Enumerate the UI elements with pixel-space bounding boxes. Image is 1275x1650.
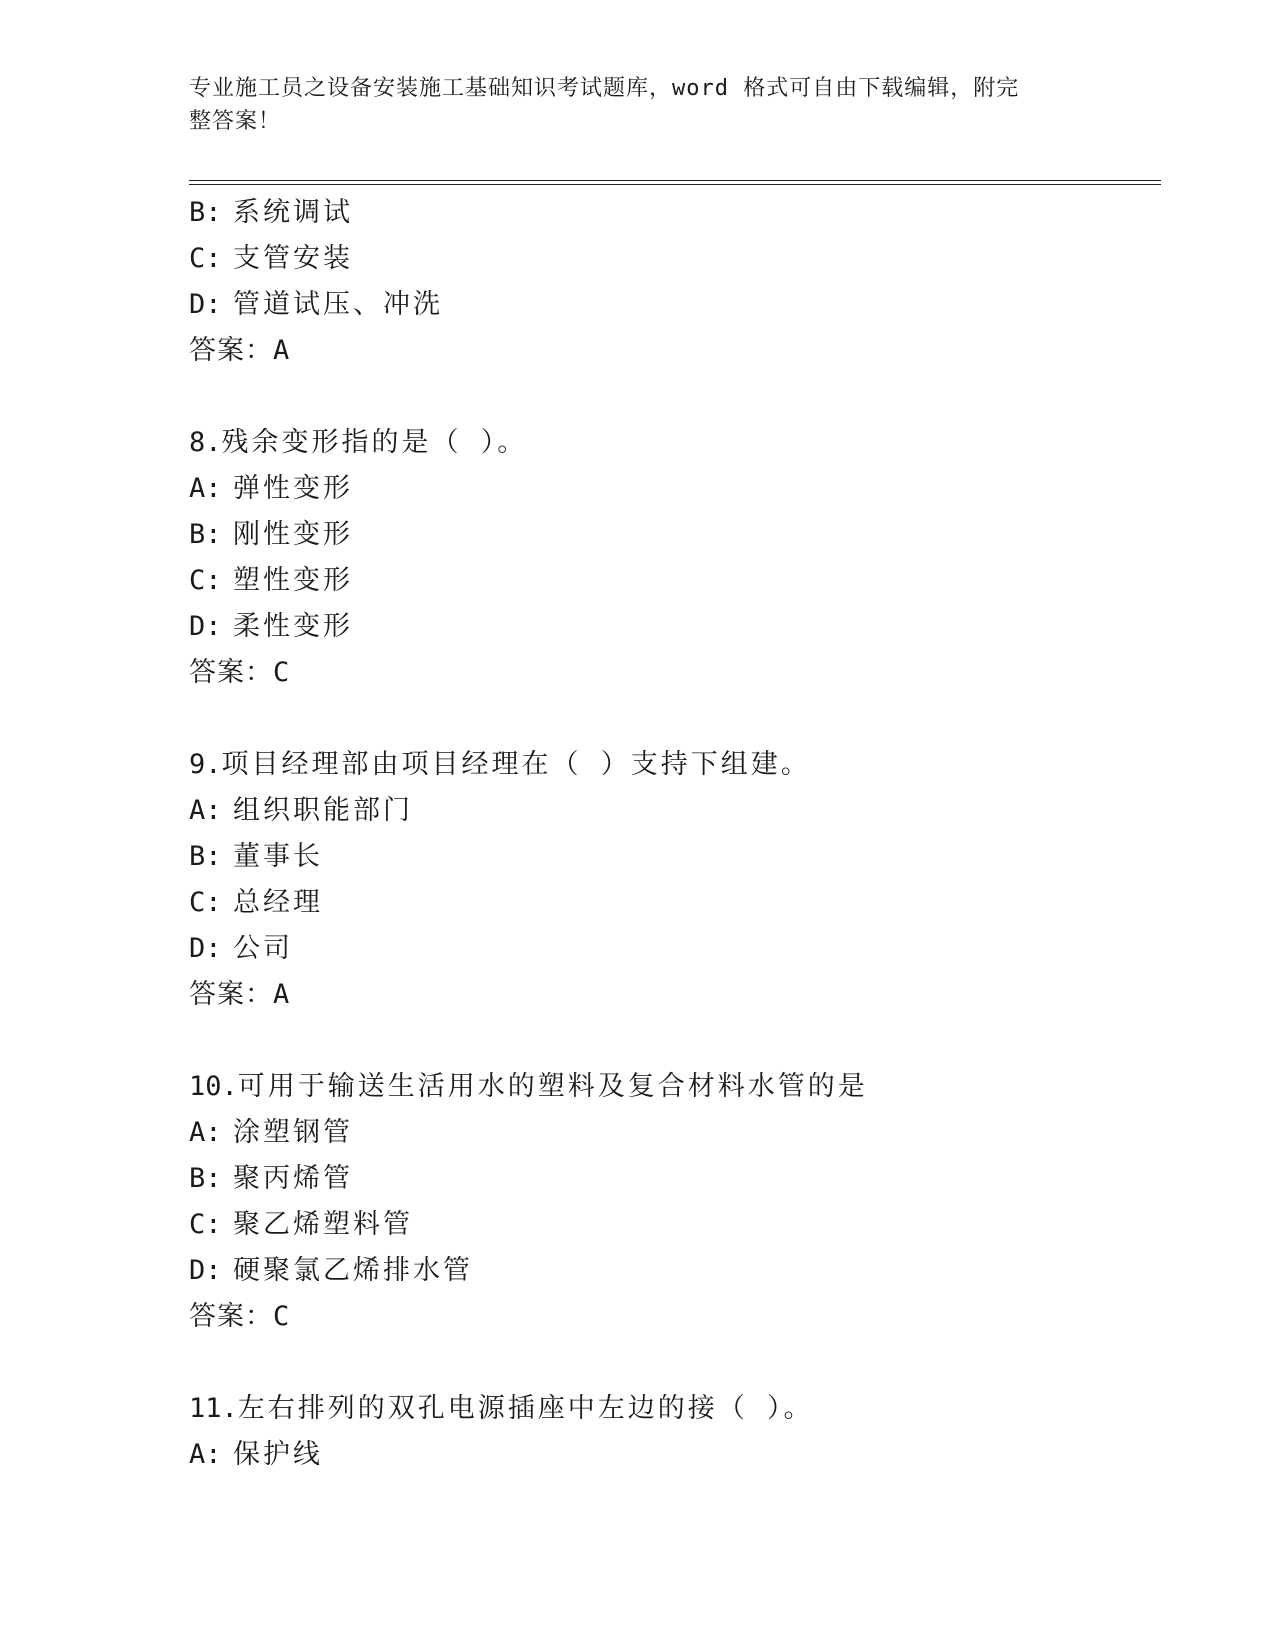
answer-label: 答案： — [189, 979, 273, 1010]
option-text: 涂塑钢管 — [233, 1117, 353, 1148]
option-key: A: — [189, 1117, 222, 1148]
header-line-1: 专业施工员之设备安装施工基础知识考试题库，word 格式可自由下载编辑，附完 — [189, 76, 1020, 101]
option-d — [189, 282, 1149, 328]
answer-line — [189, 650, 1149, 696]
option-b — [189, 512, 1149, 558]
option-c — [189, 880, 1149, 926]
question-text: 项目经理部由项目经理在（ ）支持下组建。 — [221, 749, 811, 780]
option-text: 总经理 — [233, 887, 323, 918]
question-number: 9. — [189, 749, 222, 780]
question-stem — [189, 742, 1149, 788]
question-stem — [189, 1386, 1149, 1432]
option-a — [189, 1432, 1149, 1478]
option-text: 管道试压、冲洗 — [233, 289, 443, 320]
answer-value: A — [273, 979, 291, 1010]
option-key: A: — [189, 1439, 222, 1470]
option-text: 弹性变形 — [233, 473, 353, 504]
question-text: 可用于输送生活用水的塑料及复合材料水管的是 — [237, 1071, 868, 1102]
option-key: D: — [189, 611, 222, 642]
option-c — [189, 558, 1149, 604]
option-key: B: — [189, 197, 222, 228]
option-a — [189, 788, 1149, 834]
option-key: B: — [189, 519, 222, 550]
option-text: 公司 — [233, 933, 293, 964]
answer-value: C — [273, 657, 291, 688]
question-number: 10. — [189, 1071, 238, 1102]
option-key: B: — [189, 1163, 222, 1194]
option-text: 硬聚氯乙烯排水管 — [233, 1255, 473, 1286]
option-text: 董事长 — [233, 841, 323, 872]
answer-value: C — [273, 1301, 291, 1332]
question-text: 残余变形指的是（ ）。 — [221, 427, 528, 458]
answer-line — [189, 972, 1149, 1018]
question-8 — [189, 420, 1149, 696]
spacer — [189, 696, 1149, 742]
answer-line — [189, 328, 1149, 374]
option-a — [189, 466, 1149, 512]
answer-value: A — [273, 335, 291, 366]
option-text: 刚性变形 — [233, 519, 353, 550]
answer-line — [189, 1294, 1149, 1340]
option-c — [189, 236, 1149, 282]
document-header — [189, 72, 1069, 138]
option-b — [189, 1156, 1149, 1202]
option-key: C: — [189, 565, 222, 596]
spacer — [189, 374, 1149, 420]
question-text: 左右排列的双孔电源插座中左边的接（ ）。 — [237, 1393, 814, 1424]
option-text: 保护线 — [233, 1439, 323, 1470]
question-number: 11. — [189, 1393, 238, 1424]
option-text: 塑性变形 — [233, 565, 353, 596]
question-stem — [189, 1064, 1149, 1110]
option-text: 组织职能部门 — [233, 795, 413, 826]
answer-label: 答案： — [189, 1301, 273, 1332]
option-c — [189, 1202, 1149, 1248]
question-partial — [189, 190, 1149, 374]
header-line-2: 整答案！ — [189, 109, 282, 134]
option-key: C: — [189, 243, 222, 274]
option-text: 聚乙烯塑料管 — [233, 1209, 413, 1240]
option-key: B: — [189, 841, 222, 872]
option-key: D: — [189, 933, 222, 964]
option-d — [189, 1248, 1149, 1294]
option-text: 柔性变形 — [233, 611, 353, 642]
header-divider-bottom — [189, 184, 1161, 185]
option-a — [189, 1110, 1149, 1156]
answer-label: 答案： — [189, 657, 273, 688]
question-number: 8. — [189, 427, 222, 458]
option-key: A: — [189, 473, 222, 504]
question-11 — [189, 1386, 1149, 1478]
answer-label: 答案： — [189, 335, 273, 366]
option-b — [189, 834, 1149, 880]
option-key: C: — [189, 887, 222, 918]
spacer — [189, 1340, 1149, 1386]
option-key: C: — [189, 1209, 222, 1240]
option-b — [189, 190, 1149, 236]
option-key: D: — [189, 1255, 222, 1286]
question-list — [189, 190, 1149, 1478]
spacer — [189, 1018, 1149, 1064]
option-key: A: — [189, 795, 222, 826]
question-10 — [189, 1064, 1149, 1340]
option-key: D: — [189, 289, 222, 320]
header-divider-top — [189, 180, 1161, 181]
option-text: 支管安装 — [233, 243, 353, 274]
question-9 — [189, 742, 1149, 1018]
option-d — [189, 604, 1149, 650]
option-text: 系统调试 — [233, 197, 353, 228]
option-text: 聚丙烯管 — [233, 1163, 353, 1194]
option-d — [189, 926, 1149, 972]
question-stem — [189, 420, 1149, 466]
